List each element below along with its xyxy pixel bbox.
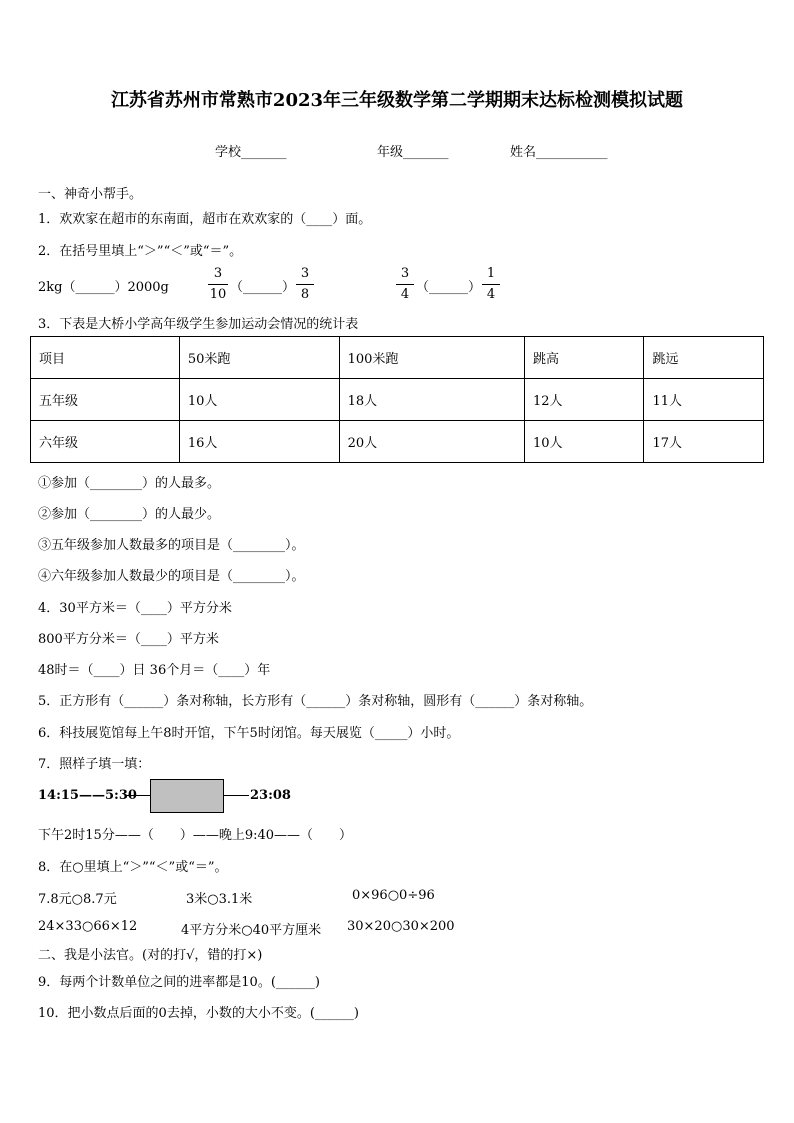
question-2-blank-1: （______） — [230, 280, 296, 295]
question-6: 6．科技展览馆每上午8时开馆，下午5时闭馆。每天展览（_____）小时。 — [38, 726, 460, 741]
sports-stats-table — [30, 336, 764, 463]
table-row — [31, 421, 764, 463]
page-title: 江苏省苏州市常熟市2023年三年级数学第二学期期末达标检测模拟试题 — [110, 90, 684, 111]
section-1-heading: 一、神奇小帮手。 — [38, 187, 143, 202]
question-4-line-3: 48时＝（____）日 36个月＝（____）年 — [38, 663, 271, 678]
question-3-part-3: ③五年级参加人数最多的项目是（________）。 — [38, 538, 305, 553]
question-7-example-start: 14:15——5:30 — [38, 788, 137, 803]
question-8-item: 3米○3.1米 — [186, 892, 253, 907]
table-header-row — [31, 337, 764, 379]
question-8-item: 30×20○30×200 — [347, 919, 455, 934]
fraction-3-10: 3 10 — [209, 266, 227, 302]
question-8-item: 0×96○0÷96 — [352, 888, 435, 903]
table-cell: 17人 — [644, 421, 764, 463]
grade-field: 年级_______ — [377, 145, 449, 160]
school-field: 学校_______ — [215, 145, 287, 160]
question-7-example-end: 23:08 — [250, 788, 291, 803]
table-header-cell: 跳高 — [525, 337, 644, 379]
fraction-3-8: 3 8 — [296, 266, 314, 303]
fraction-1-4: 1 4 — [482, 266, 500, 303]
table-cell: 11人 — [644, 379, 764, 421]
table-cell: 五年级 — [31, 379, 180, 421]
question-4-line-1: 4．30平方米＝（____）平方分米 — [38, 601, 232, 616]
question-3-part-2: ②参加（________）的人最少。 — [38, 507, 221, 522]
section-2-heading: 二、我是小法官。(对的打√，错的打×) — [38, 948, 263, 963]
table-header-cell: 50米跑 — [179, 337, 339, 379]
fraction-3-4: 3 4 — [396, 266, 414, 303]
table-cell: 16人 — [179, 421, 339, 463]
example-answer-box — [150, 779, 224, 813]
table-cell: 18人 — [339, 379, 524, 421]
table-row — [31, 379, 764, 421]
question-7-task: 下午2时15分——（ ）——晚上9:40——（ ） — [38, 828, 353, 843]
question-2-mass-compare: 2kg（______）2000g — [38, 280, 169, 295]
example-connector-line — [223, 795, 249, 796]
question-3-part-4: ④六年级参加人数最少的项目是（________）。 — [38, 569, 305, 584]
table-header-cell: 100米跑 — [339, 337, 524, 379]
name-field: 姓名___________ — [510, 145, 608, 160]
question-2-blank-2: （______） — [416, 280, 482, 295]
table-cell: 10人 — [179, 379, 339, 421]
question-8-item: 4平方分米○40平方厘米 — [181, 923, 322, 938]
table-header-cell: 跳远 — [644, 337, 764, 379]
question-3-part-1: ①参加（________）的人最多。 — [38, 476, 221, 491]
question-1: 1．欢欢家在超市的东南面，超市在欢欢家的（____）面。 — [38, 212, 372, 227]
table-cell: 10人 — [525, 421, 644, 463]
table-cell: 12人 — [525, 379, 644, 421]
question-5: 5．正方形有（______）条对称轴，长方形有（______）条对称轴，圆形有（______）条对称轴。 — [38, 694, 593, 709]
question-10: 10．把小数点后面的0去掉，小数的大小不变。(______) — [38, 1006, 359, 1021]
question-4-line-2: 800平方分米＝（____）平方米 — [38, 632, 219, 647]
question-8-item: 7.8元○8.7元 — [38, 892, 117, 907]
table-header-cell: 项目 — [31, 337, 180, 379]
question-3: 3．下表是大桥小学高年级学生参加运动会情况的统计表 — [38, 317, 359, 332]
question-8-item: 24×33○66×12 — [38, 919, 138, 934]
question-7: 7．照样子填一填： — [38, 757, 151, 772]
example-connector-line — [126, 795, 150, 796]
table-cell: 20人 — [339, 421, 524, 463]
table-cell: 六年级 — [31, 421, 180, 463]
question-8: 8．在○里填上“＞”“＜”或“＝”。 — [38, 860, 228, 875]
question-9: 9．每两个计数单位之间的进率都是10。(______) — [38, 975, 320, 990]
question-2: 2．在括号里填上“＞”“＜”或“＝”。 — [38, 244, 243, 259]
